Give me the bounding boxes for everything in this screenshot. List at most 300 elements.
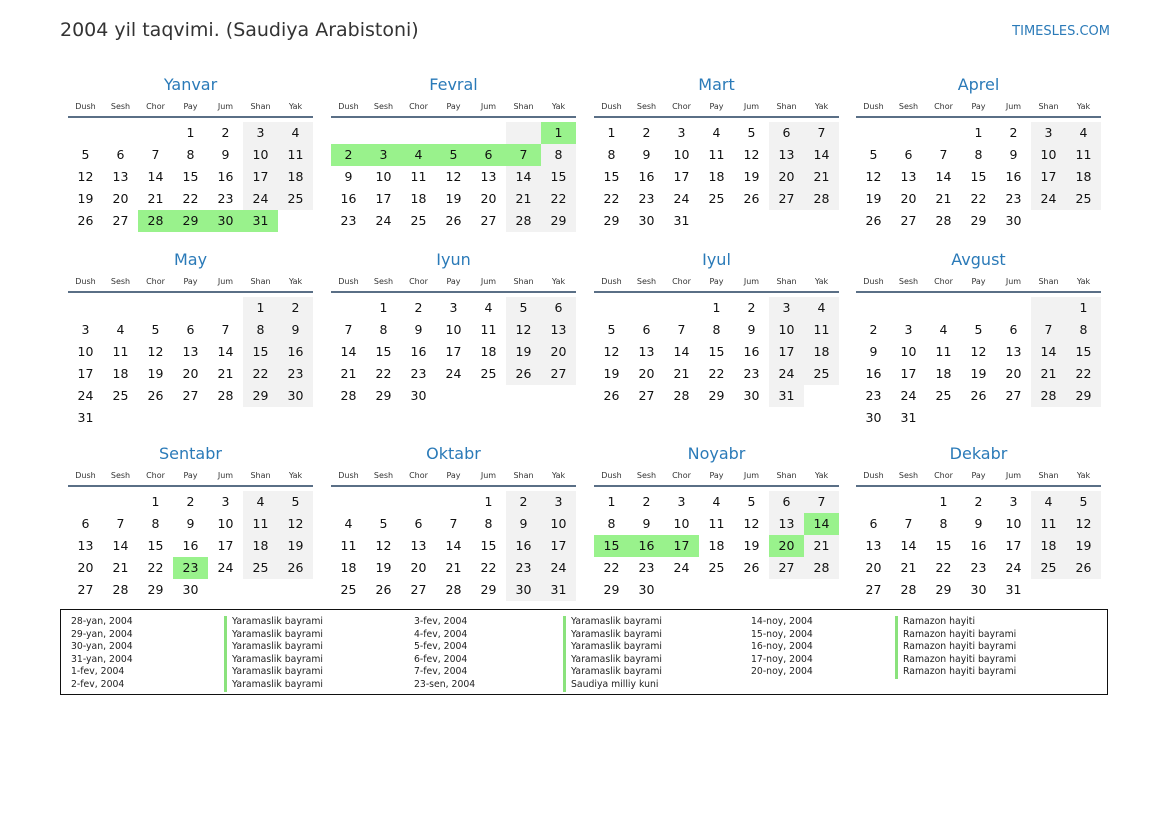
empty-day-cell bbox=[68, 297, 103, 319]
weekday-label: Shan bbox=[776, 277, 797, 286]
month-iyun bbox=[331, 247, 576, 407]
day-cell: 30 bbox=[638, 213, 655, 228]
legend-holiday-name: Yaramaslik bayrami bbox=[224, 666, 323, 679]
day-cell: 4 bbox=[344, 516, 353, 531]
day-cell: 25 bbox=[112, 388, 129, 403]
day-cell: 29 bbox=[147, 582, 164, 597]
legend-date: 5-fev, 2004 bbox=[414, 641, 468, 653]
day-cell: 4 bbox=[1066, 122, 1101, 144]
day-cell: 22 bbox=[243, 363, 278, 385]
day-cell: 26 bbox=[1066, 557, 1101, 579]
day-cell: 22 bbox=[541, 188, 576, 210]
holiday-day-cell: 29 bbox=[173, 210, 208, 232]
days-grid bbox=[331, 118, 576, 232]
month-name: Dekabr bbox=[949, 444, 1008, 463]
weekday-header bbox=[594, 467, 839, 487]
day-cell: 13 bbox=[769, 144, 804, 166]
day-cell: 1 bbox=[379, 300, 388, 315]
empty-day-cell bbox=[594, 297, 629, 319]
weekday-label: Yak bbox=[814, 277, 829, 286]
weekday-label: Chor bbox=[672, 277, 691, 286]
empty-day-cell bbox=[856, 491, 891, 513]
weekday-label: Chor bbox=[146, 471, 165, 480]
weekday-label: Sesh bbox=[110, 277, 131, 286]
weekday-label: Pay bbox=[971, 471, 986, 480]
month-name: Iyun bbox=[436, 250, 471, 269]
day-cell: 11 bbox=[243, 513, 278, 535]
day-cell: 7 bbox=[804, 491, 839, 513]
day-cell: 11 bbox=[935, 344, 952, 359]
empty-day-cell bbox=[103, 491, 138, 513]
days-grid bbox=[68, 487, 313, 601]
empty-day-cell bbox=[103, 297, 138, 319]
weekday-label: Shan bbox=[1038, 471, 1059, 480]
empty-day-cell bbox=[68, 122, 103, 144]
day-cell: 7 bbox=[449, 516, 458, 531]
day-cell: 17 bbox=[445, 344, 462, 359]
day-cell: 5 bbox=[747, 125, 756, 140]
day-cell: 10 bbox=[673, 147, 690, 162]
day-cell: 1 bbox=[607, 494, 616, 509]
day-cell: 24 bbox=[900, 388, 917, 403]
day-cell: 18 bbox=[708, 169, 725, 184]
days-grid bbox=[331, 487, 576, 601]
day-cell: 13 bbox=[638, 344, 655, 359]
day-cell: 10 bbox=[900, 344, 917, 359]
holiday-day-cell: 20 bbox=[769, 535, 804, 557]
day-cell: 11 bbox=[410, 169, 427, 184]
day-cell: 2 bbox=[221, 125, 230, 140]
day-cell: 9 bbox=[974, 516, 983, 531]
day-cell: 8 bbox=[1066, 319, 1101, 341]
holiday-day-cell: 15 bbox=[594, 535, 629, 557]
days-grid bbox=[68, 118, 313, 232]
day-cell: 29 bbox=[935, 582, 952, 597]
empty-day-cell bbox=[103, 122, 138, 144]
day-cell: 11 bbox=[112, 344, 129, 359]
legend-date: 30-yan, 2004 bbox=[71, 641, 133, 653]
day-cell: 30 bbox=[1005, 213, 1022, 228]
empty-day-cell bbox=[1031, 297, 1066, 319]
day-cell: 30 bbox=[743, 388, 760, 403]
weekday-label: Jum bbox=[217, 102, 234, 111]
weekday-label: Yak bbox=[288, 471, 303, 480]
empty-day-cell bbox=[856, 122, 891, 144]
day-cell: 11 bbox=[1066, 144, 1101, 166]
month-name: May bbox=[173, 250, 208, 269]
month-dekabr bbox=[856, 441, 1101, 601]
day-cell: 8 bbox=[484, 516, 493, 531]
days-grid bbox=[594, 293, 839, 407]
empty-day-cell bbox=[68, 491, 103, 513]
day-cell: 24 bbox=[1031, 188, 1066, 210]
day-cell: 6 bbox=[186, 322, 195, 337]
day-cell: 22 bbox=[480, 560, 497, 575]
day-cell: 28 bbox=[340, 388, 357, 403]
day-cell: 12 bbox=[77, 169, 94, 184]
day-cell: 18 bbox=[804, 341, 839, 363]
site-link[interactable]: TIMESLES.COM bbox=[1012, 24, 1110, 39]
weekday-label: Chor bbox=[409, 102, 428, 111]
day-cell: 8 bbox=[712, 322, 721, 337]
day-cell: 10 bbox=[541, 513, 576, 535]
day-cell: 7 bbox=[939, 147, 948, 162]
day-cell: 31 bbox=[77, 410, 94, 425]
day-cell: 16 bbox=[865, 366, 882, 381]
empty-day-cell bbox=[331, 297, 366, 319]
day-cell: 22 bbox=[375, 366, 392, 381]
day-cell: 11 bbox=[804, 319, 839, 341]
day-cell: 18 bbox=[935, 366, 952, 381]
day-cell: 5 bbox=[379, 516, 388, 531]
day-cell: 12 bbox=[375, 538, 392, 553]
weekday-label: Pay bbox=[183, 471, 198, 480]
day-cell: 9 bbox=[747, 322, 756, 337]
weekday-label: Dush bbox=[338, 102, 359, 111]
day-cell: 25 bbox=[1031, 557, 1066, 579]
day-cell: 14 bbox=[445, 538, 462, 553]
day-cell: 14 bbox=[340, 344, 357, 359]
day-cell: 27 bbox=[769, 188, 804, 210]
day-cell: 13 bbox=[480, 169, 497, 184]
day-cell: 9 bbox=[344, 169, 353, 184]
day-cell: 9 bbox=[642, 516, 651, 531]
empty-day-cell bbox=[331, 491, 366, 513]
day-cell: 26 bbox=[865, 213, 882, 228]
day-cell: 7 bbox=[151, 147, 160, 162]
day-cell: 2 bbox=[642, 494, 651, 509]
day-cell: 21 bbox=[804, 166, 839, 188]
day-cell: 24 bbox=[541, 557, 576, 579]
weekday-label: Jum bbox=[1005, 277, 1022, 286]
day-cell: 2 bbox=[974, 494, 983, 509]
day-cell: 20 bbox=[77, 560, 94, 575]
day-cell: 20 bbox=[541, 341, 576, 363]
empty-day-cell bbox=[926, 122, 961, 144]
day-cell: 22 bbox=[603, 191, 620, 206]
day-cell: 26 bbox=[147, 388, 164, 403]
weekday-label: Yak bbox=[551, 277, 566, 286]
day-cell: 28 bbox=[935, 213, 952, 228]
day-cell: 18 bbox=[112, 366, 129, 381]
weekday-label: Jum bbox=[480, 471, 497, 480]
weekday-label: Pay bbox=[446, 277, 461, 286]
day-cell: 15 bbox=[603, 169, 620, 184]
weekday-header bbox=[856, 98, 1101, 118]
day-cell: 13 bbox=[541, 319, 576, 341]
day-cell: 8 bbox=[243, 319, 278, 341]
weekday-label: Pay bbox=[971, 102, 986, 111]
legend-date: 29-yan, 2004 bbox=[71, 628, 133, 640]
day-cell: 15 bbox=[935, 538, 952, 553]
day-cell: 5 bbox=[974, 322, 983, 337]
day-cell: 28 bbox=[217, 388, 234, 403]
day-cell: 16 bbox=[182, 538, 199, 553]
day-cell: 1 bbox=[151, 494, 160, 509]
day-cell: 27 bbox=[541, 363, 576, 385]
day-cell: 30 bbox=[638, 582, 655, 597]
weekday-label: Shan bbox=[1038, 102, 1059, 111]
day-cell: 11 bbox=[708, 516, 725, 531]
weekday-label: Sesh bbox=[898, 102, 919, 111]
empty-day-cell bbox=[664, 297, 699, 319]
day-cell: 14 bbox=[147, 169, 164, 184]
legend-holiday-name: Yaramaslik bayrami bbox=[563, 654, 662, 667]
day-cell: 27 bbox=[77, 582, 94, 597]
weekday-label: Shan bbox=[513, 277, 534, 286]
day-cell: 19 bbox=[1066, 535, 1101, 557]
day-cell: 24 bbox=[673, 560, 690, 575]
weekday-label: Sesh bbox=[373, 471, 394, 480]
days-grid bbox=[68, 293, 313, 429]
day-cell: 27 bbox=[480, 213, 497, 228]
day-cell: 19 bbox=[970, 366, 987, 381]
day-cell: 1 bbox=[939, 494, 948, 509]
day-cell: 6 bbox=[414, 516, 423, 531]
day-cell: 19 bbox=[77, 191, 94, 206]
weekday-label: Jum bbox=[1005, 471, 1022, 480]
day-cell: 20 bbox=[900, 191, 917, 206]
month-name: Iyul bbox=[702, 250, 731, 269]
month-mart bbox=[594, 72, 839, 232]
day-cell: 14 bbox=[935, 169, 952, 184]
legend-holiday-name: Ramazon hayiti bayrami bbox=[895, 629, 1016, 642]
day-cell: 29 bbox=[603, 213, 620, 228]
day-cell: 11 bbox=[708, 147, 725, 162]
weekday-label: Shan bbox=[513, 102, 534, 111]
day-cell: 19 bbox=[445, 191, 462, 206]
day-cell: 26 bbox=[603, 388, 620, 403]
day-cell: 9 bbox=[1009, 147, 1018, 162]
day-cell: 2 bbox=[506, 491, 541, 513]
day-cell: 17 bbox=[541, 535, 576, 557]
day-cell: 30 bbox=[410, 388, 427, 403]
month-oktabr bbox=[331, 441, 576, 601]
day-cell: 14 bbox=[217, 344, 234, 359]
day-cell: 26 bbox=[77, 213, 94, 228]
weekday-label: Dush bbox=[75, 102, 96, 111]
day-cell: 21 bbox=[217, 366, 234, 381]
weekday-label: Pay bbox=[183, 102, 198, 111]
day-cell: 1 bbox=[484, 494, 493, 509]
day-cell: 18 bbox=[1031, 535, 1066, 557]
day-cell: 14 bbox=[112, 538, 129, 553]
empty-day-cell bbox=[436, 491, 471, 513]
month-aprel bbox=[856, 72, 1101, 232]
day-cell: 23 bbox=[970, 560, 987, 575]
day-cell: 13 bbox=[410, 538, 427, 553]
day-cell: 4 bbox=[939, 322, 948, 337]
empty-day-cell bbox=[891, 491, 926, 513]
day-cell: 20 bbox=[112, 191, 129, 206]
legend-holiday-name: Ramazon hayiti bbox=[895, 616, 975, 629]
day-cell: 17 bbox=[1005, 538, 1022, 553]
day-cell: 8 bbox=[974, 147, 983, 162]
day-cell: 3 bbox=[677, 125, 686, 140]
legend-date: 17-noy, 2004 bbox=[751, 653, 813, 665]
legend-date: 2-fev, 2004 bbox=[71, 678, 125, 690]
day-cell: 12 bbox=[743, 147, 760, 162]
day-cell: 25 bbox=[480, 366, 497, 381]
day-cell: 3 bbox=[769, 297, 804, 319]
weekday-label: Chor bbox=[934, 471, 953, 480]
day-cell: 23 bbox=[1005, 191, 1022, 206]
day-cell: 31 bbox=[769, 385, 804, 407]
day-cell: 30 bbox=[182, 582, 199, 597]
day-cell: 12 bbox=[970, 344, 987, 359]
day-cell: 28 bbox=[804, 557, 839, 579]
weekday-label: Chor bbox=[409, 471, 428, 480]
day-cell: 30 bbox=[506, 579, 541, 601]
day-cell: 27 bbox=[182, 388, 199, 403]
weekday-label: Pay bbox=[183, 277, 198, 286]
weekday-label: Dush bbox=[75, 471, 96, 480]
day-cell: 31 bbox=[541, 579, 576, 601]
day-cell: 14 bbox=[1031, 341, 1066, 363]
day-cell: 24 bbox=[673, 191, 690, 206]
legend-holiday-name: Saudiya milliy kuni bbox=[563, 679, 658, 692]
day-cell: 26 bbox=[743, 560, 760, 575]
weekday-header bbox=[856, 467, 1101, 487]
empty-day-cell bbox=[891, 122, 926, 144]
weekday-label: Sesh bbox=[898, 471, 919, 480]
day-cell: 13 bbox=[77, 538, 94, 553]
month-name: Oktabr bbox=[426, 444, 481, 463]
day-cell: 3 bbox=[1031, 122, 1066, 144]
day-cell: 20 bbox=[480, 191, 497, 206]
day-cell: 2 bbox=[414, 300, 423, 315]
day-cell: 20 bbox=[638, 366, 655, 381]
day-cell: 20 bbox=[1005, 366, 1022, 381]
day-cell: 15 bbox=[970, 169, 987, 184]
day-cell: 10 bbox=[243, 144, 278, 166]
legend-holiday-name: Yaramaslik bayrami bbox=[563, 629, 662, 642]
day-cell: 18 bbox=[410, 191, 427, 206]
day-cell: 12 bbox=[506, 319, 541, 341]
day-cell: 25 bbox=[935, 388, 952, 403]
weekday-label: Chor bbox=[934, 102, 953, 111]
day-cell: 21 bbox=[340, 366, 357, 381]
day-cell: 14 bbox=[900, 538, 917, 553]
legend-date: 23-sen, 2004 bbox=[414, 678, 476, 690]
weekday-label: Yak bbox=[1076, 277, 1091, 286]
weekday-label: Chor bbox=[672, 102, 691, 111]
empty-day-cell bbox=[629, 297, 664, 319]
day-cell: 1 bbox=[712, 300, 721, 315]
empty-day-cell bbox=[366, 122, 401, 144]
empty-day-cell bbox=[926, 297, 961, 319]
weekday-label: Shan bbox=[776, 471, 797, 480]
day-cell: 21 bbox=[147, 191, 164, 206]
day-cell: 3 bbox=[221, 494, 230, 509]
day-cell: 23 bbox=[743, 366, 760, 381]
day-cell: 2 bbox=[642, 125, 651, 140]
day-cell: 27 bbox=[900, 213, 917, 228]
day-cell: 6 bbox=[541, 297, 576, 319]
legend-date: 14-noy, 2004 bbox=[751, 616, 813, 627]
days-grid bbox=[594, 487, 839, 601]
month-may bbox=[68, 247, 313, 429]
day-cell: 12 bbox=[278, 513, 313, 535]
day-cell: 28 bbox=[900, 582, 917, 597]
day-cell: 21 bbox=[935, 191, 952, 206]
day-cell: 30 bbox=[865, 410, 882, 425]
page-title: 2004 yil taqvimi. (Saudiya Arabistoni) bbox=[60, 19, 419, 41]
day-cell: 21 bbox=[445, 560, 462, 575]
weekday-label: Chor bbox=[146, 277, 165, 286]
weekday-label: Jum bbox=[743, 471, 760, 480]
month-yanvar bbox=[68, 72, 313, 232]
day-cell: 14 bbox=[673, 344, 690, 359]
day-cell: 12 bbox=[865, 169, 882, 184]
day-cell: 5 bbox=[607, 322, 616, 337]
day-cell: 27 bbox=[112, 213, 129, 228]
day-cell: 28 bbox=[445, 582, 462, 597]
day-cell: 20 bbox=[182, 366, 199, 381]
day-cell: 30 bbox=[278, 385, 313, 407]
day-cell: 30 bbox=[970, 582, 987, 597]
weekday-label: Sesh bbox=[373, 102, 394, 111]
day-cell: 27 bbox=[865, 582, 882, 597]
day-cell: 4 bbox=[484, 300, 493, 315]
holiday-day-cell: 30 bbox=[208, 210, 243, 232]
day-cell: 18 bbox=[708, 538, 725, 553]
day-cell: 11 bbox=[278, 144, 313, 166]
day-cell: 10 bbox=[1031, 144, 1066, 166]
weekday-label: Sesh bbox=[898, 277, 919, 286]
legend-holiday-name: Ramazon hayiti bayrami bbox=[895, 666, 1016, 679]
day-cell: 23 bbox=[278, 363, 313, 385]
day-cell: 26 bbox=[506, 363, 541, 385]
legend-holiday-name: Yaramaslik bayrami bbox=[224, 616, 323, 629]
day-cell: 12 bbox=[1066, 513, 1101, 535]
day-cell: 29 bbox=[708, 388, 725, 403]
weekday-header bbox=[594, 98, 839, 118]
day-cell: 6 bbox=[81, 516, 90, 531]
day-cell: 2 bbox=[278, 297, 313, 319]
day-cell: 22 bbox=[970, 191, 987, 206]
day-cell: 17 bbox=[217, 538, 234, 553]
day-cell: 9 bbox=[642, 147, 651, 162]
day-cell: 15 bbox=[182, 169, 199, 184]
day-cell: 2 bbox=[1009, 125, 1018, 140]
weekday-label: Yak bbox=[288, 277, 303, 286]
weekday-header bbox=[68, 273, 313, 293]
day-cell: 12 bbox=[147, 344, 164, 359]
day-cell: 31 bbox=[900, 410, 917, 425]
day-cell: 3 bbox=[904, 322, 913, 337]
holiday-day-cell: 6 bbox=[471, 144, 506, 166]
day-cell: 9 bbox=[506, 513, 541, 535]
weekday-header bbox=[856, 273, 1101, 293]
day-cell: 16 bbox=[1005, 169, 1022, 184]
day-cell: 4 bbox=[1031, 491, 1066, 513]
day-cell: 16 bbox=[340, 191, 357, 206]
day-cell: 18 bbox=[480, 344, 497, 359]
holiday-day-cell: 2 bbox=[331, 144, 366, 166]
day-cell: 2 bbox=[186, 494, 195, 509]
legend-date: 1-fev, 2004 bbox=[71, 666, 125, 678]
day-cell: 13 bbox=[769, 513, 804, 535]
day-cell: 29 bbox=[243, 385, 278, 407]
day-cell: 26 bbox=[445, 213, 462, 228]
legend-holiday-name: Yaramaslik bayrami bbox=[224, 641, 323, 654]
empty-day-cell bbox=[401, 491, 436, 513]
day-cell: 19 bbox=[375, 560, 392, 575]
month-iyul bbox=[594, 247, 839, 407]
empty-day-cell bbox=[366, 491, 401, 513]
empty-day-cell bbox=[961, 297, 996, 319]
